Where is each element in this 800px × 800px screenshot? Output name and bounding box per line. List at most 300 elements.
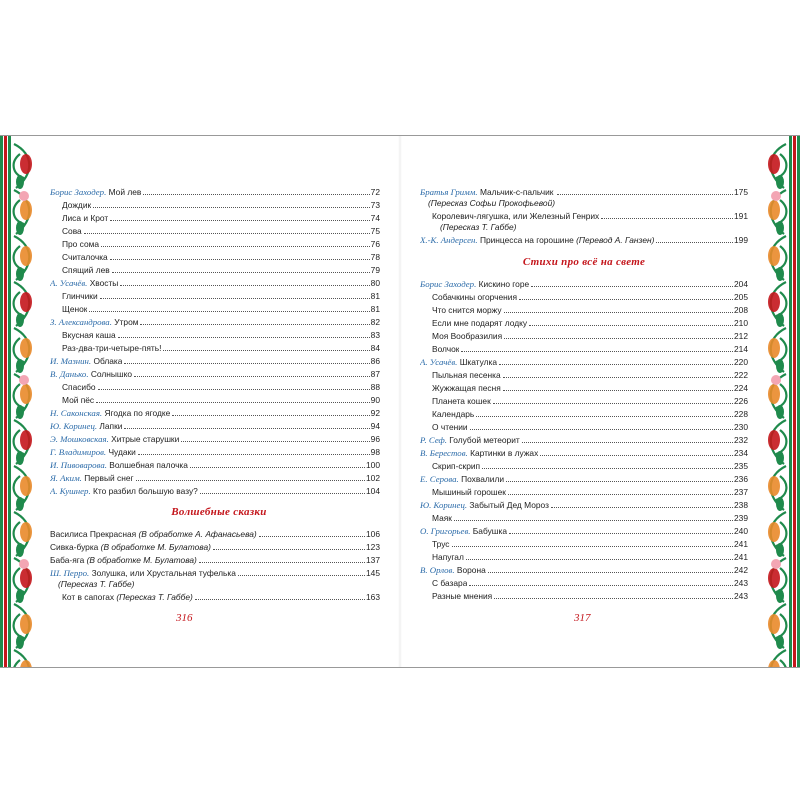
- toc-entry-text: [50, 381, 96, 394]
- toc-entry-page: 81: [370, 304, 380, 314]
- toc-entry-text: [50, 528, 257, 541]
- toc-entry: [50, 541, 380, 554]
- toc-dot-leader: [506, 481, 733, 482]
- toc-entry-title: Раз-два-три-четыре-пять!: [62, 343, 162, 353]
- toc-entry-page: 104: [366, 486, 380, 496]
- toc-entry: [420, 525, 748, 538]
- toc-entry-page: 92: [370, 408, 380, 418]
- ornament-border-left: [0, 136, 38, 667]
- toc-entry-title: Кто разбил большую вазу?: [92, 486, 198, 496]
- toc-entry: [420, 278, 748, 291]
- book-gutter: [398, 136, 402, 667]
- toc-entry: [50, 472, 380, 485]
- toc-dot-leader: [120, 285, 369, 286]
- toc-entry: [50, 433, 380, 446]
- toc-entry-title: Волшебная палочка: [109, 460, 188, 470]
- toc-dot-leader: [213, 549, 365, 550]
- toc-dot-leader: [163, 350, 369, 351]
- toc-entry-title: Трус: [432, 539, 450, 549]
- toc-dot-leader: [493, 403, 733, 404]
- toc-entry-author: А. Кушнер.: [50, 486, 91, 496]
- toc-dot-leader: [551, 507, 733, 508]
- toc-list-fairy-tales: [50, 528, 380, 604]
- page-number-left: 316: [176, 612, 193, 624]
- toc-entry-title: Чудаки: [108, 447, 136, 457]
- toc-entry-title: Что снится моржу: [432, 305, 502, 315]
- toc-entry-page: 232: [734, 435, 748, 445]
- toc-entry: [50, 199, 380, 212]
- toc-dot-leader: [93, 207, 370, 208]
- toc-entry-title: Забытый Дед Мороз: [469, 500, 549, 510]
- left-page: [50, 136, 380, 667]
- toc-entry-page: 123: [366, 542, 380, 552]
- toc-entry: [50, 446, 380, 459]
- toc-entry-title: Шкатулка: [459, 357, 498, 367]
- toc-entry-page: 75: [370, 226, 380, 236]
- toc-entry-text: [420, 369, 501, 382]
- toc-entry-text: [420, 525, 507, 538]
- toc-entry-title: Мой лев: [108, 187, 142, 197]
- toc-entry-page: 240: [734, 526, 748, 536]
- toc-entry: [50, 459, 380, 472]
- toc-list-poems: [420, 278, 748, 603]
- toc-entry-text: [420, 538, 450, 551]
- toc-entry-title: Щенок: [62, 304, 88, 314]
- toc-entry: [50, 394, 380, 407]
- toc-entry-text: [50, 238, 99, 251]
- toc-dot-leader: [124, 363, 369, 364]
- toc-entry-text: [420, 447, 538, 460]
- toc-entry-text: [420, 434, 520, 447]
- toc-entry-page: 163: [366, 592, 380, 602]
- toc-entry-title: Сова: [62, 226, 82, 236]
- toc-entry-page: 74: [370, 213, 380, 223]
- toc-dot-leader: [118, 337, 370, 338]
- toc-dot-leader: [466, 559, 733, 560]
- toc-entry-author: Э. Мошковская.: [50, 434, 109, 444]
- toc-entry-text: [50, 407, 170, 420]
- toc-entry-text: [420, 291, 517, 304]
- toc-entry-title: Ягодка по ягодке: [104, 408, 171, 418]
- toc-entry-text: [420, 234, 654, 247]
- toc-entry-text: [50, 316, 138, 329]
- section-title-fairy-tales: Волшебные сказки: [171, 506, 267, 518]
- toc-entry-title: Баба-яга: [50, 555, 85, 565]
- toc-entry: [50, 238, 380, 251]
- toc-entry-page: 175: [734, 187, 748, 197]
- toc-entry-text: [50, 277, 118, 290]
- toc-entry: [420, 210, 748, 234]
- toc-entry-title: Мой пёс: [62, 395, 95, 405]
- toc-dot-leader: [259, 536, 365, 537]
- toc-entry: [420, 512, 748, 525]
- toc-entry-author: В. Орлов.: [420, 565, 455, 575]
- toc-entry-page: 243: [734, 591, 748, 601]
- toc-dot-leader: [503, 377, 733, 378]
- toc-entry: [420, 291, 748, 304]
- toc-dot-leader: [531, 286, 733, 287]
- toc-entry: [420, 447, 748, 460]
- toc-entry-title: Кот в сапогах: [62, 592, 115, 602]
- toc-entry: [50, 381, 380, 394]
- toc-entry: [420, 408, 748, 421]
- toc-entry-page: 86: [370, 356, 380, 366]
- toc-entry-translator: (Пересказ Т. Габбе): [440, 222, 517, 232]
- toc-entry-text: [50, 541, 211, 554]
- toc-dot-leader: [89, 311, 369, 312]
- toc-entry-title: Волчок: [432, 344, 460, 354]
- toc-dot-leader: [504, 312, 733, 313]
- toc-entry-title: С базара: [432, 578, 468, 588]
- toc-dot-leader: [110, 220, 369, 221]
- toc-entry-author: Братья Гримм.: [420, 187, 478, 197]
- toc-entry-text: [50, 433, 179, 446]
- toc-entry-title: Планета кошек: [432, 396, 491, 406]
- toc-entry-author: Ю. Коринец.: [50, 421, 98, 431]
- toc-entry-page: 88: [370, 382, 380, 392]
- toc-entry-page: 222: [734, 370, 748, 380]
- toc-entry-page: 80: [370, 278, 380, 288]
- toc-entry: [50, 329, 380, 342]
- toc-entry-text: [420, 512, 452, 525]
- toc-entry-text: [50, 554, 197, 567]
- toc-dot-leader: [508, 494, 733, 495]
- toc-entry-author: Ш. Перро.: [50, 568, 90, 578]
- toc-entry-text: [420, 395, 491, 408]
- toc-entry-title: Принцесса на горошине: [479, 235, 574, 245]
- ornament-vine-icon: [0, 136, 38, 667]
- toc-entry-author: А. Усачёв.: [50, 278, 88, 288]
- right-page: [420, 136, 748, 667]
- toc-entry-page: 238: [734, 500, 748, 510]
- book-spread: [0, 135, 800, 668]
- toc-entry-title: Спящий лев: [62, 265, 110, 275]
- toc-entry-page: 78: [370, 252, 380, 262]
- toc-entry-author: З. Александрова.: [50, 317, 112, 327]
- toc-entry: [50, 355, 380, 368]
- toc-entry-page: 106: [366, 529, 380, 539]
- toc-entry-text: [420, 421, 468, 434]
- toc-entry-text: [50, 329, 116, 342]
- toc-entry-author: И. Мазнин.: [50, 356, 92, 366]
- toc-entry-title: Утром: [114, 317, 139, 327]
- toc-dot-leader: [470, 429, 733, 430]
- toc-entry: [50, 554, 380, 567]
- toc-list-left: [50, 186, 380, 498]
- toc-entry-text: [420, 278, 529, 291]
- toc-dot-leader: [98, 389, 370, 390]
- toc-entry-text: [50, 342, 161, 355]
- toc-entry-title: Пыльная песенка: [432, 370, 501, 380]
- toc-entry: [420, 304, 748, 317]
- toc-entry-page: 243: [734, 578, 748, 588]
- toc-entry: [50, 186, 380, 199]
- toc-entry: [420, 577, 748, 590]
- toc-entry: [50, 485, 380, 498]
- toc-entry-page: 241: [734, 552, 748, 562]
- toc-entry-title: Спасибо: [62, 382, 96, 392]
- toc-entry-text: [50, 264, 110, 277]
- toc-entry: [50, 264, 380, 277]
- toc-entry-translator: (Пересказ Т. Габбе): [116, 592, 193, 602]
- toc-entry-text: [420, 356, 497, 369]
- toc-entry-title: Солнышко: [90, 369, 133, 379]
- toc-dot-leader: [112, 272, 370, 273]
- toc-entry-text: [50, 472, 134, 485]
- toc-entry-text: [50, 568, 236, 590]
- toc-entry: [50, 212, 380, 225]
- toc-entry-title: Хвосты: [89, 278, 119, 288]
- toc-dot-leader: [452, 546, 734, 547]
- toc-entry: [50, 407, 380, 420]
- toc-entry-author: Н. Саконская.: [50, 408, 103, 418]
- toc-entry-text: [420, 187, 555, 209]
- toc-dot-leader: [529, 325, 733, 326]
- toc-entry-page: 72: [370, 187, 380, 197]
- toc-entry-text: [420, 460, 480, 473]
- toc-dot-leader: [461, 351, 733, 352]
- toc-entry-title: Королевич-лягушка, или Железный Генрих: [432, 211, 600, 221]
- toc-entry-text: [420, 564, 486, 577]
- toc-entry-title: Василиса Прекрасная: [50, 529, 137, 539]
- toc-entry-page: 90: [370, 395, 380, 405]
- toc-entry: [50, 342, 380, 355]
- toc-entry-author: Борис Заходер.: [420, 279, 477, 289]
- toc-entry-text: [50, 251, 108, 264]
- toc-entry-title: Напугал: [432, 552, 464, 562]
- toc-entry-title: Дождик: [62, 200, 92, 210]
- toc-entry-text: [50, 420, 122, 433]
- toc-entry-title: Бабушка: [472, 526, 507, 536]
- toc-entry-page: 210: [734, 318, 748, 328]
- toc-dot-leader: [96, 402, 370, 403]
- toc-entry-page: 100: [366, 460, 380, 470]
- toc-entry-page: 96: [370, 434, 380, 444]
- toc-entry-page: 208: [734, 305, 748, 315]
- toc-entry: [420, 473, 748, 486]
- toc-entry-text: [50, 485, 198, 498]
- toc-entry-page: 226: [734, 396, 748, 406]
- toc-entry-text: [50, 225, 82, 238]
- toc-entry: [420, 186, 748, 210]
- toc-entry-title: Золушка, или Хрустальная туфелька: [91, 568, 236, 578]
- toc-entry-page: 145: [366, 568, 380, 578]
- toc-entry-page: 87: [370, 369, 380, 379]
- toc-entry-page: 235: [734, 461, 748, 471]
- toc-entry-author: О. Григорьев.: [420, 526, 471, 536]
- toc-entry-text: [50, 446, 136, 459]
- page-number-right: 317: [574, 612, 591, 624]
- toc-entry-author: А. Усачёв.: [420, 357, 458, 367]
- toc-entry-author: Г. Владимиров.: [50, 447, 107, 457]
- toc-entry-text: [50, 394, 94, 407]
- ornament-border-right: [762, 136, 800, 667]
- toc-dot-leader: [522, 442, 733, 443]
- toc-dot-leader: [138, 454, 370, 455]
- toc-entry: [50, 591, 380, 604]
- toc-entry: [420, 382, 748, 395]
- toc-entry-title: Кискино горе: [478, 279, 530, 289]
- toc-entry-title: Лапки: [99, 421, 123, 431]
- toc-entry: [50, 368, 380, 381]
- toc-entry-author: В. Берестов.: [420, 448, 468, 458]
- toc-entry-page: 228: [734, 409, 748, 419]
- toc-dot-leader: [110, 259, 370, 260]
- toc-entry-title: Лиса и Крот: [62, 213, 109, 223]
- toc-dot-leader: [557, 194, 733, 195]
- toc-entry-page: 214: [734, 344, 748, 354]
- toc-entry-translator: (В обработке М. Булатова): [100, 542, 211, 552]
- toc-entry-text: [50, 212, 108, 225]
- toc-entry-title: Про сома: [62, 239, 100, 249]
- toc-entry-text: [420, 317, 527, 330]
- toc-entry-author: Р. Сеф.: [420, 435, 447, 445]
- toc-dot-leader: [519, 299, 733, 300]
- toc-entry: [50, 528, 380, 541]
- toc-entry: [420, 330, 748, 343]
- toc-entry: [420, 538, 748, 551]
- toc-entry-author: Ю. Коринец.: [420, 500, 468, 510]
- toc-dot-leader: [140, 324, 369, 325]
- toc-entry-text: [50, 591, 193, 604]
- toc-entry: [420, 434, 748, 447]
- toc-entry: [50, 316, 380, 329]
- toc-dot-leader: [190, 467, 365, 468]
- toc-dot-leader: [488, 572, 733, 573]
- toc-entry: [420, 395, 748, 408]
- toc-entry-translator: (В обработке М. Булатова): [86, 555, 197, 565]
- toc-dot-leader: [499, 364, 733, 365]
- toc-dot-leader: [181, 441, 369, 442]
- toc-entry-title: Если мне подарят лодку: [432, 318, 528, 328]
- toc-entry-page: 242: [734, 565, 748, 575]
- toc-entry-title: Собачкины огорчения: [432, 292, 517, 302]
- toc-entry: [420, 369, 748, 382]
- toc-entry: [420, 234, 748, 247]
- toc-entry-title: Похвалили: [461, 474, 505, 484]
- toc-entry: [420, 499, 748, 512]
- toc-entry-page: 204: [734, 279, 748, 289]
- toc-dot-leader: [503, 390, 733, 391]
- toc-entry-text: [420, 551, 464, 564]
- toc-entry-text: [50, 199, 91, 212]
- toc-entry-title: Календарь: [432, 409, 475, 419]
- toc-entry: [420, 564, 748, 577]
- toc-entry: [420, 421, 748, 434]
- toc-entry-text: [420, 343, 459, 356]
- toc-entry-page: 234: [734, 448, 748, 458]
- toc-entry: [420, 460, 748, 473]
- toc-entry-translator: (Пересказ Софьи Прокофьевой): [428, 198, 556, 208]
- toc-dot-leader: [454, 520, 733, 521]
- toc-entry-text: [50, 303, 87, 316]
- toc-dot-leader: [100, 298, 370, 299]
- toc-entry-text: [420, 382, 501, 395]
- toc-entry-page: 212: [734, 331, 748, 341]
- toc-entry-text: [420, 408, 474, 421]
- toc-entry-author: Я. Аким.: [50, 473, 82, 483]
- toc-entry: [420, 486, 748, 499]
- toc-dot-leader: [200, 493, 365, 494]
- toc-dot-leader: [136, 480, 365, 481]
- toc-entry-title: Картинки в лужах: [470, 448, 539, 458]
- toc-dot-leader: [101, 246, 370, 247]
- toc-dot-leader: [469, 585, 733, 586]
- toc-entry-text: [420, 473, 504, 486]
- toc-entry-page: 137: [366, 555, 380, 565]
- toc-dot-leader: [476, 416, 733, 417]
- toc-entry-page: 191: [734, 211, 748, 221]
- toc-entry-title: О чтении: [432, 422, 468, 432]
- toc-entry-page: 199: [734, 235, 748, 245]
- toc-entry-page: 220: [734, 357, 748, 367]
- toc-entry-title: Вкусная каша: [62, 330, 116, 340]
- toc-entry: [50, 225, 380, 238]
- toc-entry: [50, 251, 380, 264]
- toc-entry-author: В. Данько.: [50, 369, 89, 379]
- toc-entry-page: 102: [366, 473, 380, 483]
- toc-entry-page: 241: [734, 539, 748, 549]
- toc-dot-leader: [504, 338, 733, 339]
- toc-entry-page: 83: [370, 330, 380, 340]
- toc-dot-leader: [494, 598, 733, 599]
- toc-dot-leader: [134, 376, 370, 377]
- toc-entry-text: [50, 186, 141, 199]
- toc-entry-title: Жужжащая песня: [432, 383, 501, 393]
- toc-entry: [420, 551, 748, 564]
- toc-entry-text: [420, 486, 506, 499]
- toc-dot-leader: [540, 455, 733, 456]
- toc-entry-page: 79: [370, 265, 380, 275]
- toc-entry-page: 81: [370, 291, 380, 301]
- toc-entry: [50, 303, 380, 316]
- toc-entry-text: [420, 499, 549, 512]
- toc-entry-title: Голубой метеорит: [449, 435, 520, 445]
- toc-entry-text: [50, 368, 132, 381]
- toc-dot-leader: [238, 575, 365, 576]
- toc-entry-text: [50, 355, 122, 368]
- toc-entry: [420, 356, 748, 369]
- toc-dot-leader: [601, 218, 733, 219]
- toc-entry-text: [420, 304, 502, 317]
- toc-dot-leader: [195, 599, 365, 600]
- toc-entry: [50, 567, 380, 591]
- toc-dot-leader: [84, 233, 370, 234]
- toc-entry-author: Х.-К. Андерсен.: [420, 235, 478, 245]
- toc-entry-text: [420, 211, 599, 233]
- toc-entry: [420, 317, 748, 330]
- toc-entry-page: 82: [370, 317, 380, 327]
- toc-dot-leader: [199, 562, 365, 563]
- toc-dot-leader: [172, 415, 369, 416]
- toc-dot-leader: [482, 468, 733, 469]
- toc-entry-translator: (В обработке А. Афанасьева): [138, 529, 257, 539]
- toc-entry-title: Моя Вообразилия: [432, 331, 503, 341]
- toc-entry-title: Считалочка: [62, 252, 108, 262]
- toc-entry-page: 84: [370, 343, 380, 353]
- toc-entry-page: 73: [370, 200, 380, 210]
- toc-entry-title: Ворона: [456, 565, 486, 575]
- toc-entry-text: [420, 590, 492, 603]
- toc-dot-leader: [124, 428, 369, 429]
- toc-list-right-top: [420, 186, 748, 247]
- ornament-vine-icon: [762, 136, 800, 667]
- toc-dot-leader: [509, 533, 733, 534]
- toc-entry: [50, 290, 380, 303]
- toc-dot-leader: [143, 194, 369, 195]
- toc-entry-page: 236: [734, 474, 748, 484]
- toc-entry-text: [420, 577, 467, 590]
